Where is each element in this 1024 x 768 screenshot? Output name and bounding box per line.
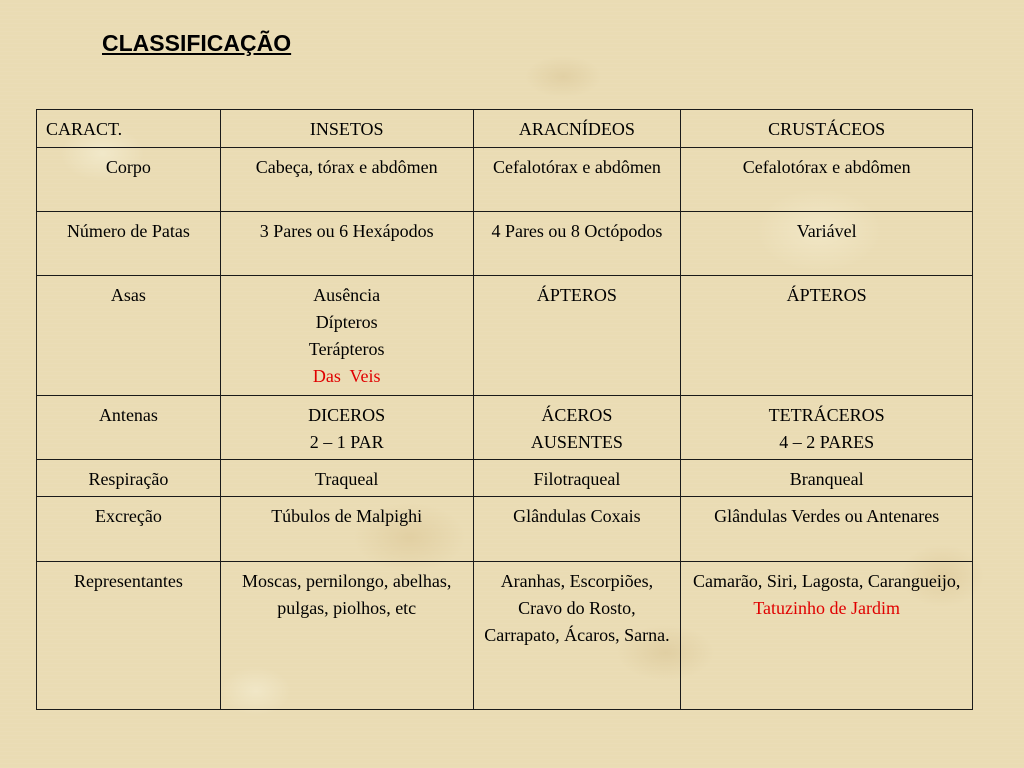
table-row-respiracao [37, 460, 973, 497]
header-crustaceos: CRUSTÁCEOS [681, 110, 973, 148]
row-label: Respiração [37, 460, 221, 497]
wing-item: Dípteros [315, 312, 378, 332]
cell-insetos: Túbulos de Malpighi [220, 497, 473, 562]
cell-line: 2 – 1 PAR [309, 432, 384, 452]
row-label: Antenas [37, 396, 221, 460]
cell-crustaceos [681, 562, 973, 710]
table-row-excrecao [37, 497, 973, 562]
table-row-antenas [37, 396, 973, 460]
table-header-row [37, 110, 973, 148]
wing-item: Terápteros [308, 339, 385, 359]
cell-aracnideos: 4 Pares ou 8 Octópodos [473, 212, 681, 276]
row-label: Número de Patas [37, 212, 221, 276]
cell-crustaceos: Branqueal [681, 460, 973, 497]
cell-aracnideos: Cefalotórax e abdômen [473, 148, 681, 212]
cell-crustaceos: Glândulas Verdes ou Antenares [681, 497, 973, 562]
header-aracnideos: ARACNÍDEOS [473, 110, 681, 148]
cell-line: TETRÁCEROS [768, 405, 885, 425]
cell-line: DICEROS [308, 405, 386, 425]
cell-crustaceos: Variável [681, 212, 973, 276]
table-row-patas [37, 212, 973, 276]
cell-line: AUSENTES [530, 432, 623, 452]
table-row-corpo [37, 148, 973, 212]
cell-insetos [220, 396, 473, 460]
cell-crustaceos [681, 396, 973, 460]
cell-line: 4 – 2 PARES [779, 432, 875, 452]
classification-table [36, 109, 973, 710]
cell-aracnideos: Glândulas Coxais [473, 497, 681, 562]
row-label: Excreção [37, 497, 221, 562]
cell-insetos: Traqueal [220, 460, 473, 497]
cell-crustaceos: ÁPTEROS [681, 276, 973, 396]
crustaceos-highlight: Tatuzinho de Jardim [753, 598, 901, 618]
cell-crustaceos: Cefalotórax e abdômen [681, 148, 973, 212]
cell-insetos: Cabeça, tórax e abdômen [220, 148, 473, 212]
cell-aracnideos [473, 396, 681, 460]
cell-insetos [220, 276, 473, 396]
cell-insetos: Moscas, pernilongo, abelhas, pulgas, piolhos, etc [220, 562, 473, 710]
cell-aracnideos: ÁPTEROS [473, 276, 681, 396]
table-row-representantes [37, 562, 973, 710]
cell-aracnideos: Filotraqueal [473, 460, 681, 497]
header-insetos: INSETOS [220, 110, 473, 148]
wing-item-highlight: Das Veis [312, 366, 381, 386]
row-label: Representantes [37, 562, 221, 710]
page-title: CLASSIFICAÇÃO [102, 30, 292, 56]
cell-aracnideos: Aranhas, Escorpiões, Cravo do Rosto, Carrapato, Ácaros, Sarna. [473, 562, 681, 710]
row-label: Asas [37, 276, 221, 396]
wing-item: Ausência [313, 285, 381, 305]
table-row-asas [37, 276, 973, 396]
cell-insetos: 3 Pares ou 6 Hexápodos [220, 212, 473, 276]
cell-line: ÁCEROS [541, 405, 613, 425]
header-caract: CARACT. [37, 110, 221, 148]
crustaceos-examples: Camarão, Siri, Lagosta, Carangueijo, [692, 571, 961, 591]
row-label: Corpo [37, 148, 221, 212]
